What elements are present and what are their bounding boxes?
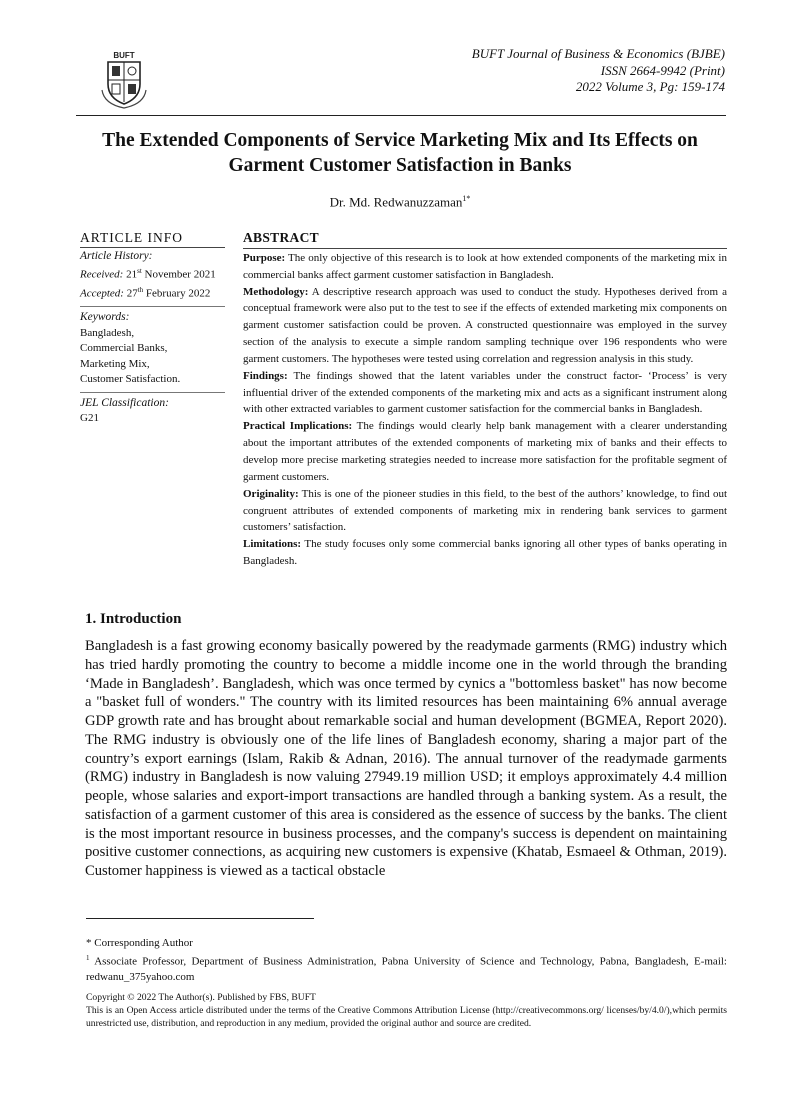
author-name: Dr. Md. Redwanuzzaman [329, 194, 463, 210]
logo-text: BUFT [113, 51, 135, 60]
introduction-paragraph: Bangladesh is a fast growing economy basically powered by the readymade garments (RMG) industry which has tried hardly promoting the country to become a middle income one in the world through the branding ‘Made in Bangladesh’. Bangladesh, which was once termed by cynics a "bottomless basket" has now become a "basket full of wonders." The country with its limited resources has been maintaining 6% annual average GDP growth rate and has brought about remarkable social and human development (BGMEA, Report 2020). The RMG industry is obviously one of the life lines of Bangladesh economy, sharing a major part of the country’s export earnings (Islam, Rakib & Adnan, 2016). The annual turnover of the readymade garments (RMG) industry in Bangladesh is now valuing 27949.19 million USD; it employs approximately 4.4 million people, whose salaries and export-import transactions are handled through a banking system. As a result, the satisfaction of a garment customer of this area is considered as the essence of success by the banks. The client is the most important resource in business processes, and the company's success is dependent on maintaining positive customer connections, as acquiring new customers is expensive (Khatab, Esmaeel & Othman, 2019). Customer happiness is viewed as a tactical obstacle [85, 638, 727, 879]
author-line [0, 194, 800, 210]
abstract-practical-implications: Practical Implications: The findings would clearly help bank management with a clearer understanding about the important attributes of the extended components of marketing mix of banks and their effects to develop more precise marketing strategies needed to increase more satisfaction for the profitable segment of garment customers. [243, 420, 727, 483]
abstract-limitations: Limitations: The study focuses only some commercial banks ignoring all other types of banks operating in Bangladesh. [243, 538, 727, 568]
title-line-2: Garment Customer Satisfaction in Banks [228, 155, 572, 176]
abstract-originality: Originality: This is one of the pioneer studies in this field, to the best of the authors’ knowledge, to find out congruent attributes of extended components of marketing mix in rendering bank services to garment customers’ satisfaction. [243, 487, 727, 534]
keyword-item: Customer Satisfaction. [80, 373, 181, 386]
keyword-item: Marketing Mix, [80, 357, 150, 370]
abstract-purpose: Purpose: The only objective of this research is to look at how extended components of the marketing mix in commercial banks affect garment customer satisfaction in Bangladesh. [243, 251, 727, 281]
footnote-divider [86, 918, 314, 919]
copyright-line: Copyright © 2022 The Author(s). Published by FBS, BUFT [86, 992, 316, 1003]
received-date: Received: 21st November 2021 [80, 267, 216, 281]
keyword-item: Bangladesh, [80, 326, 135, 339]
jel-code: G21 [80, 412, 99, 425]
footnote-corresponding: * Corresponding Author [86, 937, 193, 949]
accepted-date: Accepted: 27th February 2022 [80, 286, 211, 300]
author-mark: 1* [462, 194, 471, 203]
title-line-1: The Extended Components of Service Marketing Mix and Its Effects on [102, 130, 698, 151]
footnotes [86, 936, 727, 985]
abstract-methodology: Methodology: A descriptive research approach was used to conduct the study. Hypotheses derived from a conceptual framework were also put to the test to see if the effects of extended marketing mix components on garment customer satisfaction could be proven. A constructed questionnaire was employed in the survey section of the analysis to execute a simple random sampling technique over 196 respondents who were garment customers. The hypotheses were tested using correlation and regression analysis in this study. [243, 285, 727, 365]
jel-label: JEL Classification: [80, 396, 169, 409]
abstract-findings: Findings: The findings showed that the latent variables under the construct factor- ‘Process’ is very influential driver of the extended components of the marketing mix and acts as a significant instrument along with other extracted variables to garment customer satisfaction for the commercial banks in Bangladesh. [243, 369, 727, 416]
copyright-block [86, 991, 727, 1030]
journal-issn: ISSN 2664-9942 (Print) [600, 62, 725, 78]
article-info-heading: ARTICLE INFO [80, 230, 225, 248]
license-text: This is an Open Access article distributed under the terms of the Creative Commons Attribution License (http://creativecommons.org/ licenses/by/4.0/),which permits unrestricted use, distribution, and reproduction in any medium, provided the original author and source are credited. [86, 1005, 727, 1029]
footnote-affiliation: $^1$ Associate Professor, Department of Business Administration, Pabna University of Science and Technology, Pabna, Bangladesh, E-mail: redwanu_375yahoo.com [86, 954, 727, 984]
article-history-label: Article History: [80, 249, 153, 262]
keywords-label: Keywords: [80, 311, 130, 324]
info-divider [80, 306, 225, 307]
introduction-heading: 1. Introduction [85, 611, 182, 627]
article-info [80, 230, 225, 427]
journal-info [472, 46, 725, 96]
info-divider [80, 392, 225, 393]
journal-volume: 2022 Volume 3, Pg: 159-174 [575, 79, 725, 94]
journal-name: BUFT Journal of Business & Economics (BJBE) [471, 46, 725, 61]
keyword-item: Commercial Banks, [80, 342, 168, 355]
abstract-heading: ABSTRACT [243, 230, 727, 249]
buft-logo [94, 50, 154, 110]
abstract [243, 230, 727, 570]
paper-title [60, 128, 740, 178]
header-divider [76, 115, 726, 116]
